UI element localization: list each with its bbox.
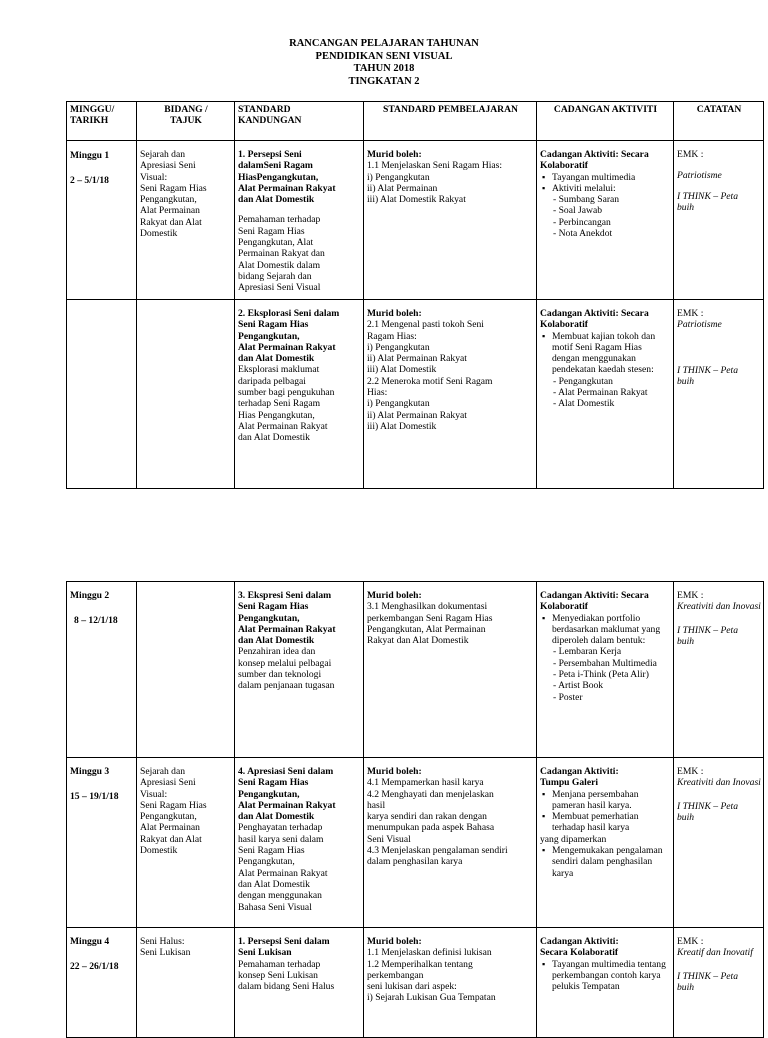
cell-pembelajaran: Murid boleh: 3.1 Menghasilkan dokumentasi perkembangan Seni Ragam Hias Pengangkutan, Alat Permainan Rakyat dan Alat Domestik <box>364 582 537 758</box>
text-line: Hias: <box>367 387 388 399</box>
text-line: Seni Lukisan <box>238 947 292 959</box>
text-line: - Pengangkutan <box>553 375 613 387</box>
text-line: I THINK – Peta <box>677 624 739 636</box>
cell-week: Minggu 1 2 – 5/1/18 <box>67 141 137 300</box>
text-line: sumber dan teknologi <box>238 669 322 681</box>
text-line: Rakyat dan Alat Domestik <box>367 635 469 647</box>
cell-bidang <box>137 300 235 489</box>
text-line: 4. Apresiasi Seni dalam <box>238 766 334 777</box>
text-line: ii) Alat Permainan Rakyat <box>367 409 467 421</box>
text-line: Seni Lukisan <box>140 947 191 959</box>
text-line: Alat Domestik dalam <box>238 259 321 271</box>
text-line: Apresiasi Seni Visual <box>238 282 321 294</box>
text-line: Alat Permainan Rakyat <box>238 867 328 879</box>
text-line: Seni Visual <box>367 833 411 845</box>
header-cadangan-aktiviti: CADANGAN AKTIVITI <box>537 102 674 141</box>
header-standard-pembelajaran: STANDARD PEMBELAJARAN <box>364 102 537 141</box>
text-line: I THINK – Peta <box>677 190 739 202</box>
text-line: sumber bagi pengukuhan <box>238 387 335 399</box>
text-line: 4.2 Menghayati dan menjelaskan <box>367 788 494 800</box>
bullet-item: ▪ Tayangan multimedia <box>552 172 671 183</box>
text-line: HiasPengangkutan, <box>238 171 319 183</box>
cell-catatan: EMK : Kreativiti dan Inovasi I THINK – Peta buih <box>674 582 764 758</box>
text-line: Cadangan Aktiviti: <box>540 936 619 947</box>
text-line: Pengangkutan, <box>140 194 197 206</box>
text-line: iii) Alat Domestik <box>367 420 437 432</box>
text-line: - Artist Book <box>553 680 604 692</box>
cell-bidang <box>137 582 235 758</box>
text-line: Alat Permainan Rakyat <box>238 799 336 811</box>
text-line: Pemahaman terhadap <box>238 214 321 226</box>
title-line-3: TAHUN 2018 <box>353 63 415 74</box>
text-line: dan Alat Domestik <box>238 353 315 365</box>
cell-kandungan <box>235 928 364 1038</box>
text-line: - Alat Permainan Rakyat <box>553 387 648 399</box>
cell-week <box>67 300 137 489</box>
text-line: buih <box>677 981 695 993</box>
text-line: konsep Seni Lukisan <box>238 969 318 981</box>
text-line: dan Alat Domestik <box>238 878 310 890</box>
text-line: Alat Permainan Rakyat <box>238 420 328 432</box>
text-line: Pengangkutan, <box>238 856 295 868</box>
text-line: - Sumbang Saran <box>553 194 620 206</box>
text-line: Pengangkutan, Alat Permainan <box>367 623 486 635</box>
text-line: Apresiasi Seni <box>140 160 196 172</box>
bullet-item: ▪ Menjana persembahan pameran hasil karya. <box>552 789 671 812</box>
text-line: Alat Permainan Rakyat <box>238 341 336 353</box>
cell-week: Minggu 4 22 – 26/1/18 <box>67 928 137 1038</box>
text-line: Seni Ragam Hias <box>238 225 305 237</box>
text-line: i) Pengangkutan <box>367 398 430 410</box>
title-line-4: TINGKATAN 2 <box>348 75 420 87</box>
table-row <box>67 758 764 928</box>
text-line: iii) Alat Domestik Rakyat <box>367 194 466 206</box>
text-line: Seni Halus: <box>140 936 185 947</box>
text-line: - Lembaran Kerja <box>553 646 622 658</box>
text-line: Sejarah dan <box>140 149 186 160</box>
text-line: Tumpu Galeri <box>540 777 599 789</box>
text-line: dan Alat Domestik <box>238 432 310 444</box>
text-line: hasil karya seni dalam <box>238 833 324 845</box>
text-line: - Alat Domestik <box>553 398 615 410</box>
text-line: buih <box>677 635 695 647</box>
cell-pembelajaran: Murid boleh: 4.1 Mempamerkan hasil karya 4.2 Menghayati dan menjelaskan hasil karya sendiri dan rakan dengan menumpukan pada aspek Bahasa Seni Visual 4.3 Menjelaskan pengalaman sendiri dalam penghasilan karya <box>364 758 537 928</box>
text-line: Visual: <box>140 788 168 800</box>
text-line: seni lukisan dari aspek: <box>367 981 457 993</box>
text-line: I THINK – Peta <box>677 364 739 376</box>
text-line: daripada pelbagai <box>238 375 306 387</box>
cell-aktiviti: Cadangan Aktiviti: Tumpu Galeri ▪ Menjana persembahan pameran hasil karya. ▪ Membuat pemerhatian terhadap hasil karya yang dipamerkan ▪ Mengemukakan pengalaman sendiri dalam penghasilan karya <box>537 758 674 928</box>
text-line: dalam penghasilan karya <box>367 856 463 868</box>
text-line: Pengangkutan, <box>140 811 197 823</box>
text-line: buih <box>677 811 695 823</box>
cell-catatan: EMK : Kreativiti dan Inovasi I THINK – Peta buih <box>674 758 764 928</box>
cell-catatan: EMK : Patriotisme I THINK – Peta buih <box>674 141 764 300</box>
cell-aktiviti <box>537 582 674 758</box>
text-line: Pemahaman terhadap <box>238 958 321 970</box>
text-line: Visual: <box>140 171 168 183</box>
text-line: - Perbincangan <box>553 216 611 228</box>
text-line: Domestik <box>140 228 178 240</box>
text-line: 4.1 Mempamerkan hasil karya <box>367 777 484 789</box>
text-line: Sejarah dan <box>140 766 186 777</box>
text-line: Pengangkutan, <box>238 788 300 800</box>
text-line: dalam bidang Seni Halus <box>238 981 335 993</box>
table-row <box>67 928 764 1038</box>
document-title <box>0 38 768 88</box>
bullet-item: ▪ Tayangan multimedia tentang perkembangan contoh karya pelukis Tempatan <box>552 959 671 993</box>
text-line: bidang Sejarah dan <box>238 270 312 282</box>
text-line: - Peta i-Think (Peta Alir) <box>553 669 649 681</box>
text-line: Seni Ragam Hias <box>238 601 309 613</box>
text-line: Ragam Hias: <box>367 330 417 342</box>
text-line: Cadangan Aktiviti: Secara <box>540 308 649 319</box>
cell-kandungan <box>235 300 364 489</box>
cell-pembelajaran: Murid boleh: 2.1 Mengenal pasti tokoh Seni Ragam Hias: i) Pengangkutan ii) Alat Permainan Rakyat iii) Alat Domestik 2.2 Meneroka motif Seni Ragam Hias: i) Pengangkutan ii) Alat Permainan Rakyat iii) Alat Domestik <box>364 300 537 489</box>
text-line: Rakyat dan Alat <box>140 216 202 228</box>
bullet-item: ▪ Aktiviti melalui: <box>552 183 671 194</box>
text-line: Alat Permainan <box>140 205 200 217</box>
text-line: i) Sejarah Lukisan Gua Tempatan <box>367 992 496 1004</box>
cell-pembelajaran: Murid boleh: 1.1 Menjelaskan Seni Ragam Hias: i) Pengangkutan ii) Alat Permainan iii) Alat Domestik Rakyat <box>364 141 537 300</box>
text-line: Rakyat dan Alat <box>140 833 202 845</box>
table-header-row <box>67 102 764 141</box>
text-line: Seni Ragam Hias <box>140 182 207 194</box>
text-line: Alat Permainan <box>140 822 200 834</box>
text-line: ii) Alat Permainan <box>367 182 438 194</box>
cell-bidang <box>137 141 235 300</box>
text-line: Eksplorasi maklumat <box>238 364 320 376</box>
text-line: - Nota Anekdot <box>553 228 613 240</box>
text-line: Cadangan Aktiviti: <box>540 766 619 777</box>
text-line: Kolaboratif <box>540 160 588 172</box>
text-line: dengan menggunakan <box>238 890 322 902</box>
lesson-plan-table-1 <box>66 101 764 489</box>
text-line: i) Pengangkutan <box>367 341 430 353</box>
text-line: dan Alat Domestik <box>238 635 315 647</box>
cell-kandungan <box>235 758 364 928</box>
bullet-item: ▪ Mengemukakan pengalaman sendiri dalam penghasilan karya <box>552 845 671 879</box>
text-line: 1. Persepsi Seni dalam <box>238 936 330 947</box>
table-row <box>67 300 764 489</box>
cell-aktiviti <box>537 928 674 1038</box>
text-line: Bahasa Seni Visual <box>238 901 312 913</box>
text-line: Seni Ragam Hias <box>238 319 309 331</box>
text-line: iii) Alat Domestik <box>367 364 437 376</box>
cell-bidang <box>137 928 235 1038</box>
text-line: ii) Alat Permainan Rakyat <box>367 353 467 365</box>
text-line: Pengangkutan, <box>238 612 300 624</box>
header-minggu-tarikh: MINGGU/ TARIKH <box>67 102 137 141</box>
text-line: Seni Ragam Hias <box>238 777 309 789</box>
text-line: karya sendiri dan rakan dengan <box>367 811 487 823</box>
cell-kandungan <box>235 141 364 300</box>
text-line: Kolaboratif <box>540 319 588 331</box>
text-line: Secara Kolaboratif <box>540 947 619 959</box>
header-catatan: CATATAN <box>674 102 764 141</box>
text-line: 1. Persepsi Seni <box>238 149 302 160</box>
text-line: Penzahiran idea dan <box>238 646 316 658</box>
text-line: 2.2 Meneroka motif Seni Ragam <box>367 375 493 387</box>
text-line: buih <box>677 201 695 213</box>
text-line: Seni Ragam Hias <box>238 845 305 857</box>
lesson-plan-table-2 <box>66 581 764 1038</box>
header-standard-kandungan: STANDARD KANDUNGAN <box>235 102 364 141</box>
bullet-item: ▪ Membuat kajian tokoh dan motif Seni Ragam Hias dengan menggunakan pendekatan kaedah stesen: <box>552 331 671 376</box>
header-bidang-tajuk: BIDANG / TAJUK <box>137 102 235 141</box>
text-line: Seni Ragam Hias <box>140 799 207 811</box>
cell-catatan: EMK : Patriotisme I THINK – Peta buih <box>674 300 764 489</box>
text-line: Pengangkutan, Alat <box>238 237 314 249</box>
text-line: Domestik <box>140 845 178 857</box>
text-line: - Persembahan Multimedia <box>553 657 657 669</box>
cell-catatan: EMK : Kreatif dan Inovatif I THINK – Peta buih <box>674 928 764 1038</box>
text-line: Apresiasi Seni <box>140 777 196 789</box>
text-line: Alat Permainan Rakyat <box>238 182 336 194</box>
text-line: konsep melalui pelbagai <box>238 657 332 669</box>
title-line-1: RANCANGAN PELAJARAN TAHUNAN <box>289 38 479 49</box>
text-line: Penghayatan terhadap <box>238 822 323 834</box>
text-line: 2.1 Mengenal pasti tokoh Seni <box>367 319 484 331</box>
text-line: - Soal Jawab <box>553 205 603 217</box>
text-line: perkembangan <box>367 969 424 981</box>
text-line: 3.1 Menghasilkan dokumentasi <box>367 601 488 613</box>
cell-kandungan <box>235 582 364 758</box>
text-line: hasil <box>367 799 386 811</box>
text-line: Hias Pengangkutan, <box>238 409 315 421</box>
bullet-item: ▪ Menyediakan portfolio berdasarkan maklumat yang diperoleh dalam bentuk: <box>552 613 671 647</box>
text-line: Pengangkutan, <box>238 330 300 342</box>
text-line: 1.1 Menjelaskan Seni Ragam Hias: <box>367 160 503 172</box>
text-line: terhadap Seni Ragam <box>238 398 321 410</box>
text-line: 4.3 Menjelaskan pengalaman sendiri <box>367 845 508 857</box>
cell-bidang <box>137 758 235 928</box>
text-line: dan Alat Domestik <box>238 811 315 823</box>
cell-aktiviti <box>537 300 674 489</box>
text-line: Alat Permainan Rakyat <box>238 623 336 635</box>
text-line: Kolaboratif <box>540 601 588 613</box>
table-row <box>67 582 764 758</box>
cell-week: Minggu 2 8 – 12/1/18 <box>67 582 137 758</box>
text-line: buih <box>677 375 695 387</box>
text-line: 1.2 Memperihalkan tentang <box>367 958 473 970</box>
title-line-2: PENDIDIKAN SENI VISUAL <box>315 50 453 62</box>
text-line: dan Alat Domestik <box>238 194 315 206</box>
text-line: - Poster <box>553 691 583 703</box>
text-line: Permainan Rakyat dan <box>238 248 325 260</box>
text-line: dalamSeni Ragam <box>238 160 313 172</box>
text-line: I THINK – Peta <box>677 800 739 812</box>
text-line: dalam penjanaan tugasan <box>238 680 335 692</box>
text-line: 1.1 Menjelaskan definisi lukisan <box>367 947 492 959</box>
text-line: 3. Ekspresi Seni dalam <box>238 590 332 601</box>
text-line: i) Pengangkutan <box>367 171 430 183</box>
cell-week: Minggu 3 15 – 19/1/18 <box>67 758 137 928</box>
bullet-item: ▪ Membuat pemerhatian terhadap hasil karya <box>552 811 671 834</box>
text-line: Cadangan Aktiviti: Secara <box>540 149 649 160</box>
text-line: perkembangan Seni Ragam Hias <box>367 612 493 624</box>
cell-aktiviti <box>537 141 674 300</box>
table-row <box>67 141 764 300</box>
cell-pembelajaran: Murid boleh: 1.1 Menjelaskan definisi lukisan 1.2 Memperihalkan tentang perkembangan seni lukisan dari aspek: i) Sejarah Lukisan Gua Tempatan <box>364 928 537 1038</box>
text-line: menumpukan pada aspek Bahasa <box>367 822 495 834</box>
text-line: I THINK – Peta <box>677 970 739 982</box>
text-line: 2. Eksplorasi Seni dalam <box>238 308 340 319</box>
text-line: Cadangan Aktiviti: Secara <box>540 590 649 601</box>
